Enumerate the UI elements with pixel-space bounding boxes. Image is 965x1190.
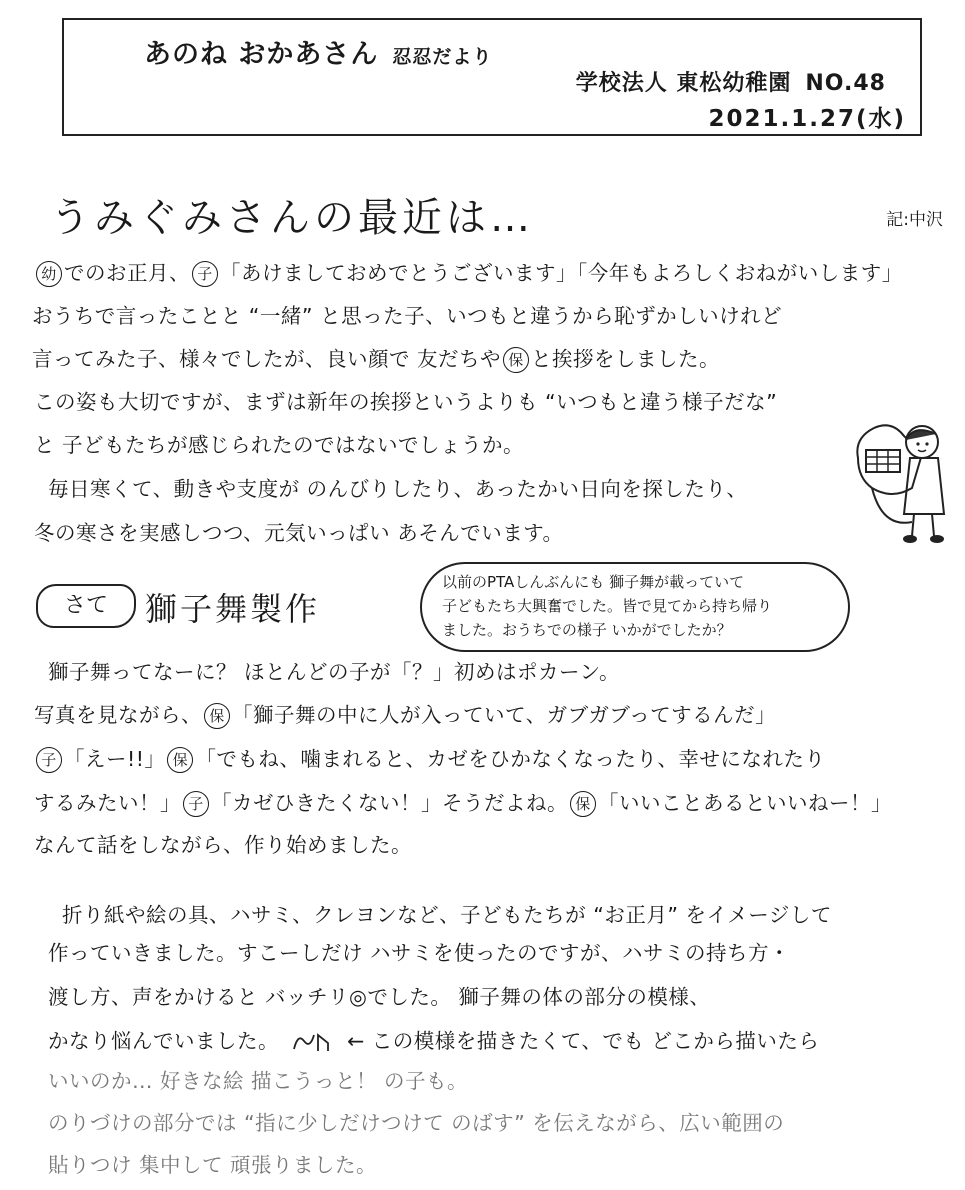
line-text: 言ってみた子、様々でしたが、良い顔で 友だちや xyxy=(32,347,502,371)
line-text: と挨拶をしました。 xyxy=(531,347,721,371)
dialogue-line-5: なんて話をしながら、作り始めました。 xyxy=(34,833,412,857)
newsletter-name: あのね おかあさん xyxy=(144,39,379,70)
line-text: 「獅子舞の中に人が入っていて、ガブガブってするんだ」 xyxy=(232,703,777,727)
line-text: 「えー!!」 xyxy=(64,747,166,771)
section1-line-7: 冬の寒さを実感しつつ、元気いっぱい あそんでいます。 xyxy=(34,521,564,545)
line-text: ← この模様を描きたくて、でも どこから描いたら xyxy=(347,1029,820,1053)
header-box xyxy=(62,18,922,136)
newsletter-title xyxy=(144,32,492,71)
paragraph-line-7: 貼りつけ 集中して 頑張りました。 xyxy=(48,1153,378,1177)
section1-line-3 xyxy=(32,342,720,373)
school-line xyxy=(576,66,886,97)
section2-title: 獅子舞製作 xyxy=(145,590,321,628)
section1-line-5: と 子どもたちが感じられたのではないでしょうか。 xyxy=(34,433,525,457)
line-text: するみたい！」 xyxy=(34,791,181,815)
paragraph-line-1: 折り紙や絵の具、ハサミ、クレヨンなど、子どもたちが “お正月” をイメージして xyxy=(62,903,832,927)
issue-date: 2021.1.27(水) xyxy=(708,106,906,132)
school-name: 学校法人 東松幼稚園 xyxy=(575,71,792,96)
section1-line-1 xyxy=(34,256,903,287)
section2-label: さて xyxy=(36,584,136,628)
dialogue-line-4 xyxy=(34,786,892,817)
author-note: 記:中沢 xyxy=(886,210,943,230)
kindergarten-badge: 幼 xyxy=(36,261,62,287)
teacher-badge: 保 xyxy=(204,703,230,729)
speech-bubble-note xyxy=(420,562,850,652)
dialogue-line-2 xyxy=(34,698,776,729)
line-text: 「いいことあるといいねー！」 xyxy=(598,791,892,815)
newsletter-subtitle: 忍忍だより xyxy=(392,46,493,68)
line-text: でのお正月、 xyxy=(64,261,190,285)
teacher-badge: 保 xyxy=(503,347,529,373)
dialogue-line-1: 獅子舞ってなーに？ ほとんどの子が「？」初めはポカーン。 xyxy=(48,660,620,684)
pattern-sketch-icon xyxy=(290,1029,336,1055)
teacher-badge: 保 xyxy=(570,791,596,817)
line-text: 「でもね、噛まれると、カゼをひかなくなったり、幸せになれたり xyxy=(195,747,826,771)
section1-line-4: この姿も大切ですが、まずは新年の挨拶というよりも “いつもと違う様子だな” xyxy=(34,390,778,414)
paragraph-line-5: いいのか… 好きな絵 描こうっと！ の子も。 xyxy=(48,1069,469,1093)
paragraph-line-6: のりづけの部分では “指に少しだけつけて のばす” を伝えながら、広い範囲の xyxy=(48,1111,785,1135)
section1-line-6: 毎日寒くて、動きや支度が のんびりしたり、あったかい日向を探したり、 xyxy=(48,477,748,501)
child-badge: 子 xyxy=(36,747,62,773)
child-badge: 子 xyxy=(183,791,209,817)
paragraph-line-3: 渡し方、声をかけると バッチリ◎でした。 獅子舞の体の部分の模様、 xyxy=(48,985,711,1009)
child-lion-dance-illustration xyxy=(852,418,952,548)
line-text: 「あけましておめでとうございます」「今年もよろしくおねがいします」 xyxy=(220,261,903,285)
line-text: 写真を見ながら、 xyxy=(34,703,202,727)
paragraph-line-2: 作っていきました。すこーしだけ ハサミを使ったのですが、ハサミの持ち方・ xyxy=(48,941,791,965)
bubble-line-1: 以前のPTAしんぶんにも 獅子舞が載っていて xyxy=(442,573,745,591)
child-badge: 子 xyxy=(192,261,218,287)
teacher-badge: 保 xyxy=(167,747,193,773)
line-text: かなり悩んでいました。 xyxy=(48,1029,279,1053)
bubble-line-2: 子どもたち大興奮でした。皆で見てから持ち帰り xyxy=(442,597,773,615)
issue-number: NO.48 xyxy=(805,71,886,96)
section1-title: うみぐみさんの最近は… xyxy=(50,195,534,241)
bubble-line-3: ました。おうちでの様子 いかがでしたか？ xyxy=(442,621,732,639)
paragraph-line-4 xyxy=(48,1024,819,1055)
dialogue-line-3 xyxy=(34,742,825,773)
section1-line-2: おうちで言ったことと “一緒” と思った子、いつもと違うから恥ずかしいけれど xyxy=(32,304,783,328)
line-text: 「カゼひきたくない！」そうだよね。 xyxy=(211,791,568,815)
